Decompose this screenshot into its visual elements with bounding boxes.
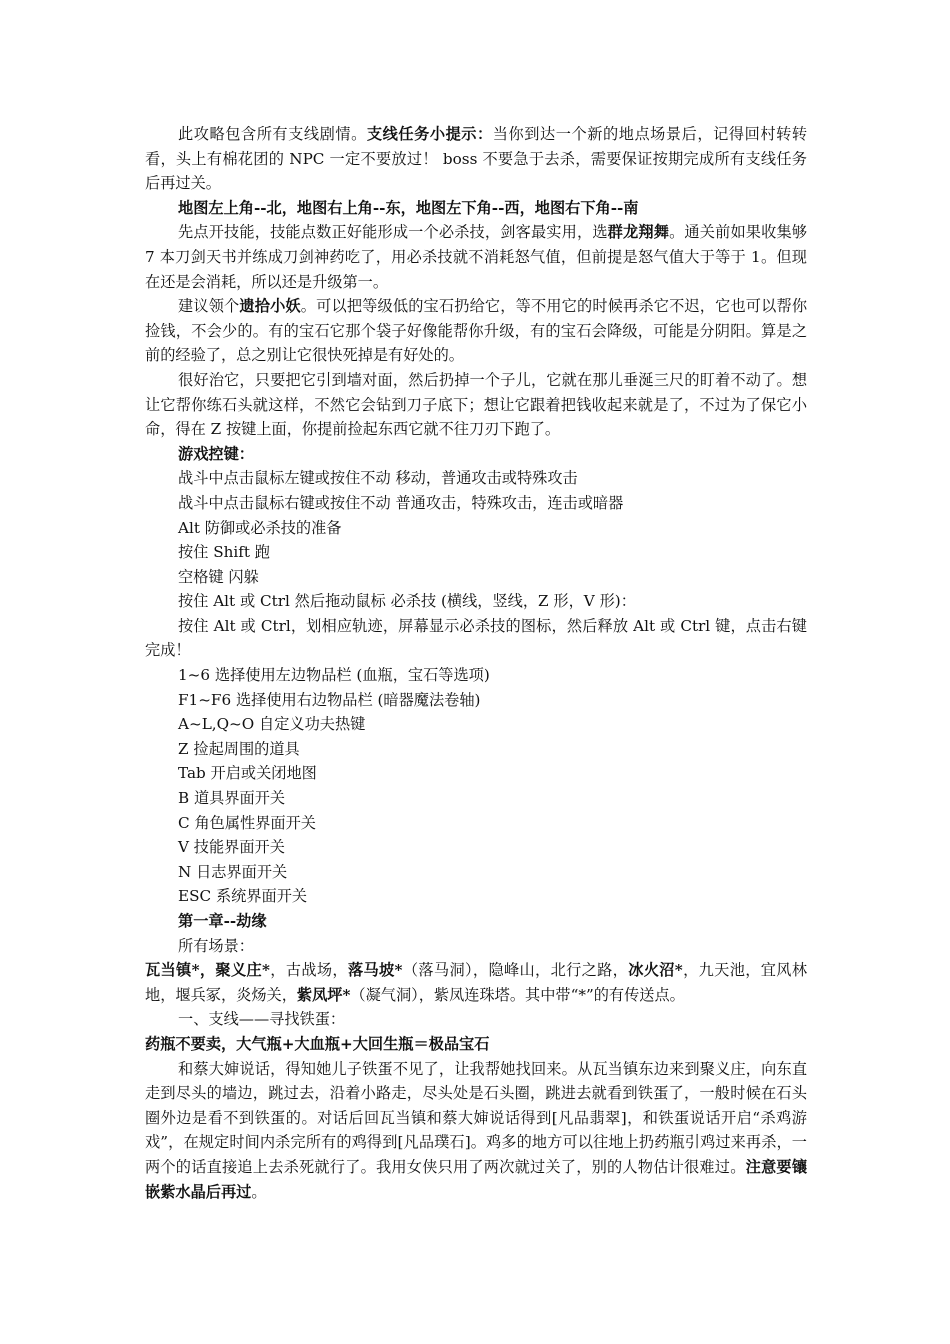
scenes-text-2: （落马洞），隐峰山，北行之路，	[402, 961, 629, 980]
control-line: 空格键 闪躲	[178, 567, 259, 586]
scenes-list	[145, 958, 807, 1007]
special-skill-instructions: 按住 Alt 或 Ctrl，划相应轨迹，屏幕显示必杀技的图标，然后释放 Alt 或 Ctrl 键，点击右键完成！	[145, 616, 807, 660]
pet-name: 遗拾小妖	[239, 297, 301, 316]
map-directions-text: 地图左上角--北，地图右上角--东，地图左下角--西，地图右下角--南	[178, 198, 639, 217]
pet-text-c: 。可以把等级低的宝石扔给它，等不用它的时候再杀它不迟，它也可以帮你捡钱，不会少的。有的宝石它那个袋子好像能帮你升级，有的宝石会降级，可能是分阴阳。算是之前的经验了，总之别让它很快死掉是有好处的。	[145, 297, 808, 365]
control-line: C 角色属性界面开关	[178, 813, 316, 832]
side-quest-tip-label: 支线任务小提示：	[366, 125, 493, 143]
quest-text: 和蔡大婶说话，得知她儿子铁蛋不见了，让我帮她找回来。从瓦当镇东边来到聚义庄，向东直走到尽头的墙边，跳过去，沿着小路走，尽头处是石头圈，跳进去就看到铁蛋了，一般时候在石头圈外边是看不到铁蛋的。对话后回瓦当镇和蔡大婶说话得到[凡品翡翠]，和铁蛋说话开启“杀鸡游戏”，在规定时间内杀完所有的鸡得到[凡品璞石]。鸡多的地方可以往地上扔药瓶引鸡过来再杀，一两个的话直接追上去杀死就行了。我用女侠只用了两次就过关了，别的人物估计很难过。	[145, 1059, 807, 1176]
control-line: 战斗中点击鼠标左键或按住不动 移动，普通攻击或特殊攻击	[178, 469, 578, 488]
control-line: 战斗中点击鼠标右键或按住不动 普通攻击，特殊攻击，连击或暗器	[178, 493, 624, 512]
control-line: ESC 系统界面开关	[178, 887, 308, 906]
scene-separator: ，	[199, 961, 216, 980]
skill-text-a: 先点开技能，技能点数正好能形成一个必杀技，剑客最实用，选	[178, 223, 608, 242]
scenes-text-4: （凝气洞），紫凤连珠塔。其中带“*”的有传送点。	[350, 985, 685, 1004]
control-line: Z 捡起周围的道具	[178, 739, 300, 758]
skill-text-c: 。通关前如果收集够 7 本刀剑天书并练成刀剑神药吃了，用必杀技就不消耗怒气值，但前提是怒气值大于等于 1。但现在还是会消耗，所以还是升级第一。	[145, 223, 808, 291]
intro-tip-text: 当你到达一个新的地点场景后，记得回村转转看，头上有棉花团的 NPC 一定不要放过！ boss 不要急于去杀，需要保证按期完成所有支线任务后再过关。	[145, 125, 808, 193]
control-line: V 技能界面开关	[178, 838, 285, 857]
skill-name: 群龙翔舞	[607, 223, 670, 242]
controls-title: 游戏控键：	[178, 444, 254, 463]
quest-heading: 一、支线——寻找铁蛋：	[178, 1010, 346, 1029]
intro-text: 此攻略包含所有支线剧情。	[178, 125, 367, 143]
scenes-text-1: ，古战场，	[269, 961, 348, 980]
quest-rule	[145, 1032, 807, 1057]
control-line: 1~6 选择使用左边物品栏 (血瓶，宝石等选项)	[178, 666, 490, 685]
control-line: Alt 防御或必杀技的准备	[178, 518, 342, 537]
controls-heading	[145, 442, 807, 467]
scenes-label: 所有场景：	[178, 936, 254, 955]
scene-binghuo: 冰火沼*	[628, 961, 683, 980]
pet-paragraph	[145, 294, 807, 368]
scene-wadang: 瓦当镇*	[145, 961, 200, 980]
map-directions	[145, 196, 807, 221]
control-line: B 道具界面开关	[178, 789, 286, 808]
scene-zifeng: 紫凤坪*	[296, 985, 351, 1004]
control-line: 按住 Alt 或 Ctrl 然后拖动鼠标 必杀技 (横线，竖线，Z 形，V 形)：	[178, 592, 636, 611]
quest-paragraph	[145, 1057, 807, 1205]
pet-text-a: 建议领个	[178, 297, 240, 316]
control-line: 按住 Shift 跑	[178, 543, 270, 562]
scenes-text-3: ，九天池，宜风林地，堰兵冢，炎炀关，	[145, 961, 808, 1004]
control-line: F1~F6 选择使用右边物品栏 (暗器魔法卷轴)	[178, 690, 481, 709]
control-line: N 日志界面开关	[178, 862, 288, 881]
intro-paragraph	[145, 122, 807, 196]
quest-note: 注意要镶嵌紫水晶后再过	[145, 1157, 808, 1201]
quest-end: 。	[251, 1182, 267, 1201]
scene-luoma: 落马坡*	[347, 961, 403, 980]
skill-paragraph	[145, 220, 807, 294]
chapter-heading	[145, 909, 807, 934]
pet-tips-paragraph: 很好治它，只要把它引到墙对面，然后扔掉一个子儿，它就在那儿垂涎三尺的盯着不动了。想让它帮你练石头就这样，不然它会钻到刀子底下；想让它跟着把钱收起来就是了，不过为了保它小命，得在 Z 按键上面，你提前捡起东西它就不往刀刃下跑了。	[145, 370, 807, 439]
control-line: A~L,Q~O 自定义功夫热键	[178, 715, 366, 734]
scene-juyi: 聚义庄*	[215, 961, 270, 980]
quest-rule-text: 药瓶不要卖，大气瓶+大血瓶+大回生瓶＝极品宝石	[145, 1034, 490, 1053]
chapter-title: 第一章--劫缘	[178, 912, 267, 930]
control-line: Tab 开启或关闭地图	[178, 764, 317, 783]
document-page	[145, 122, 807, 1204]
